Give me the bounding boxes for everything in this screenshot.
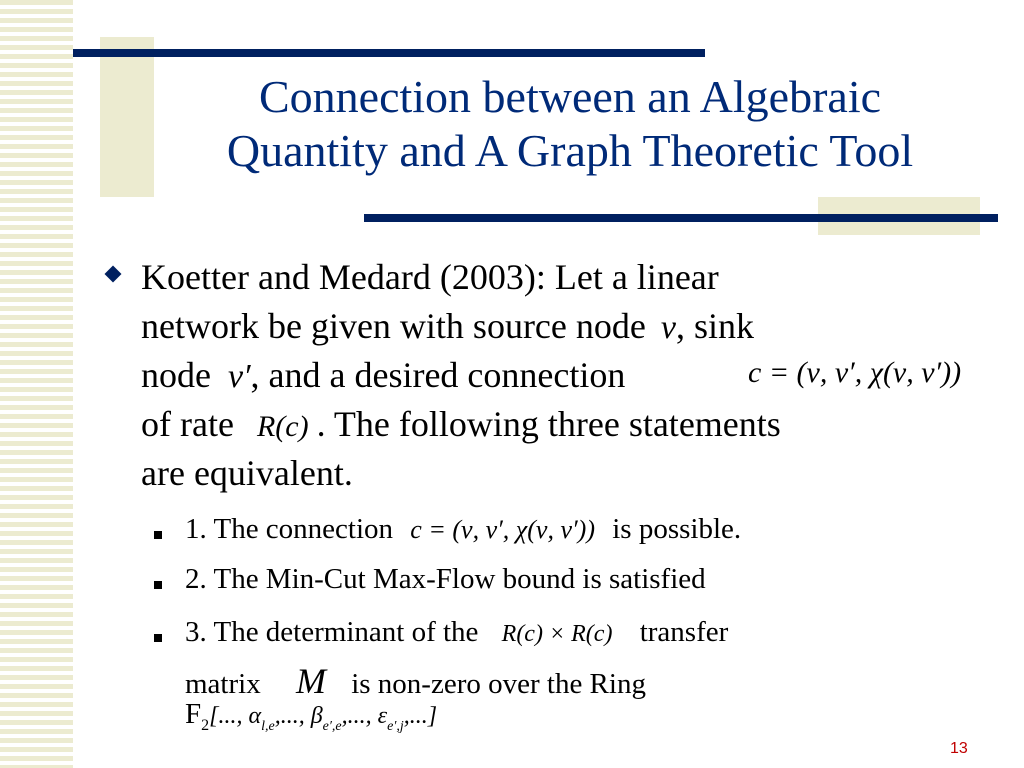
sub-item-1-text-b: is possible. <box>612 513 742 545</box>
matrix-math: M <box>295 661 326 701</box>
striped-margin <box>0 0 73 768</box>
sub-item-1-math: c = (ν, ν′, χ(ν, ν′)) <box>410 515 595 544</box>
page-number: 13 <box>950 740 968 757</box>
bullet-line-5: are equivalent. <box>141 453 353 493</box>
connection-math: c = (ν, ν′, χ(ν, ν′)) <box>748 356 962 389</box>
ring-vars-mid-2: ,..., ε <box>341 703 388 729</box>
ring-field-subscript: 2 <box>201 716 210 734</box>
bullet-line-3-text: node <box>141 355 211 395</box>
sub-item-2: 2. The Min-Cut Max-Flow bound is satisfied <box>185 563 706 595</box>
ring-field-symbol: F <box>185 698 202 730</box>
sub-item-1 <box>185 513 741 546</box>
bullet-line-3-text-b: , and a desired connection <box>250 355 626 395</box>
bottom-rule <box>364 214 998 222</box>
bullet-line-4-text-b: . The following three statements <box>316 404 781 444</box>
square-bullet-icon <box>154 531 162 539</box>
ring-vars-end: ,...] <box>403 703 438 729</box>
slide-title <box>130 70 1010 178</box>
ring-alpha-subscript: l,e <box>261 718 275 734</box>
diamond-bullet-icon <box>105 266 122 283</box>
source-node-math: ν <box>660 309 676 346</box>
bullet-line-2 <box>141 305 754 347</box>
sub-item-3-text-c: matrix <box>185 668 261 700</box>
sub-item-3-text-b: transfer <box>639 616 729 648</box>
sub-item-3-line-1 <box>185 616 728 649</box>
sink-node-math: ν′ <box>227 358 251 395</box>
top-rule <box>73 49 705 57</box>
title-line-2: Quantity and A Graph Theoretic Tool <box>226 125 914 176</box>
ring-vars-mid-1: ,..., β <box>274 703 323 729</box>
square-bullet-icon <box>154 581 162 589</box>
matrix-size-math: R(c) × R(c) <box>501 621 613 647</box>
bullet-line-2-text-b: , sink <box>675 306 754 346</box>
bullet-line-4-text: of rate <box>141 404 234 444</box>
bullet-line-3 <box>141 354 625 396</box>
sub-item-3-line-2 <box>185 660 646 702</box>
ring-vars-start: [..., α <box>209 703 262 729</box>
ring-beta-subscript: e′,e <box>322 718 342 734</box>
bullet-line-2-text: network be given with source node <box>141 306 646 346</box>
sub-item-1-text: 1. The connection <box>185 513 394 545</box>
sub-item-3-text: 3. The determinant of the <box>185 616 479 648</box>
ring-expression <box>185 698 437 735</box>
rate-math: R(c) <box>256 410 309 443</box>
title-line-1: Connection between an Algebraic <box>258 71 882 122</box>
bullet-line-1: Koetter and Medard (2003): Let a linear <box>141 257 719 297</box>
bullet-line-4 <box>141 403 781 445</box>
ring-eps-subscript: e′,j <box>387 718 404 734</box>
square-bullet-icon <box>154 634 162 642</box>
sub-item-3-text-d: is non-zero over the Ring <box>351 668 646 700</box>
